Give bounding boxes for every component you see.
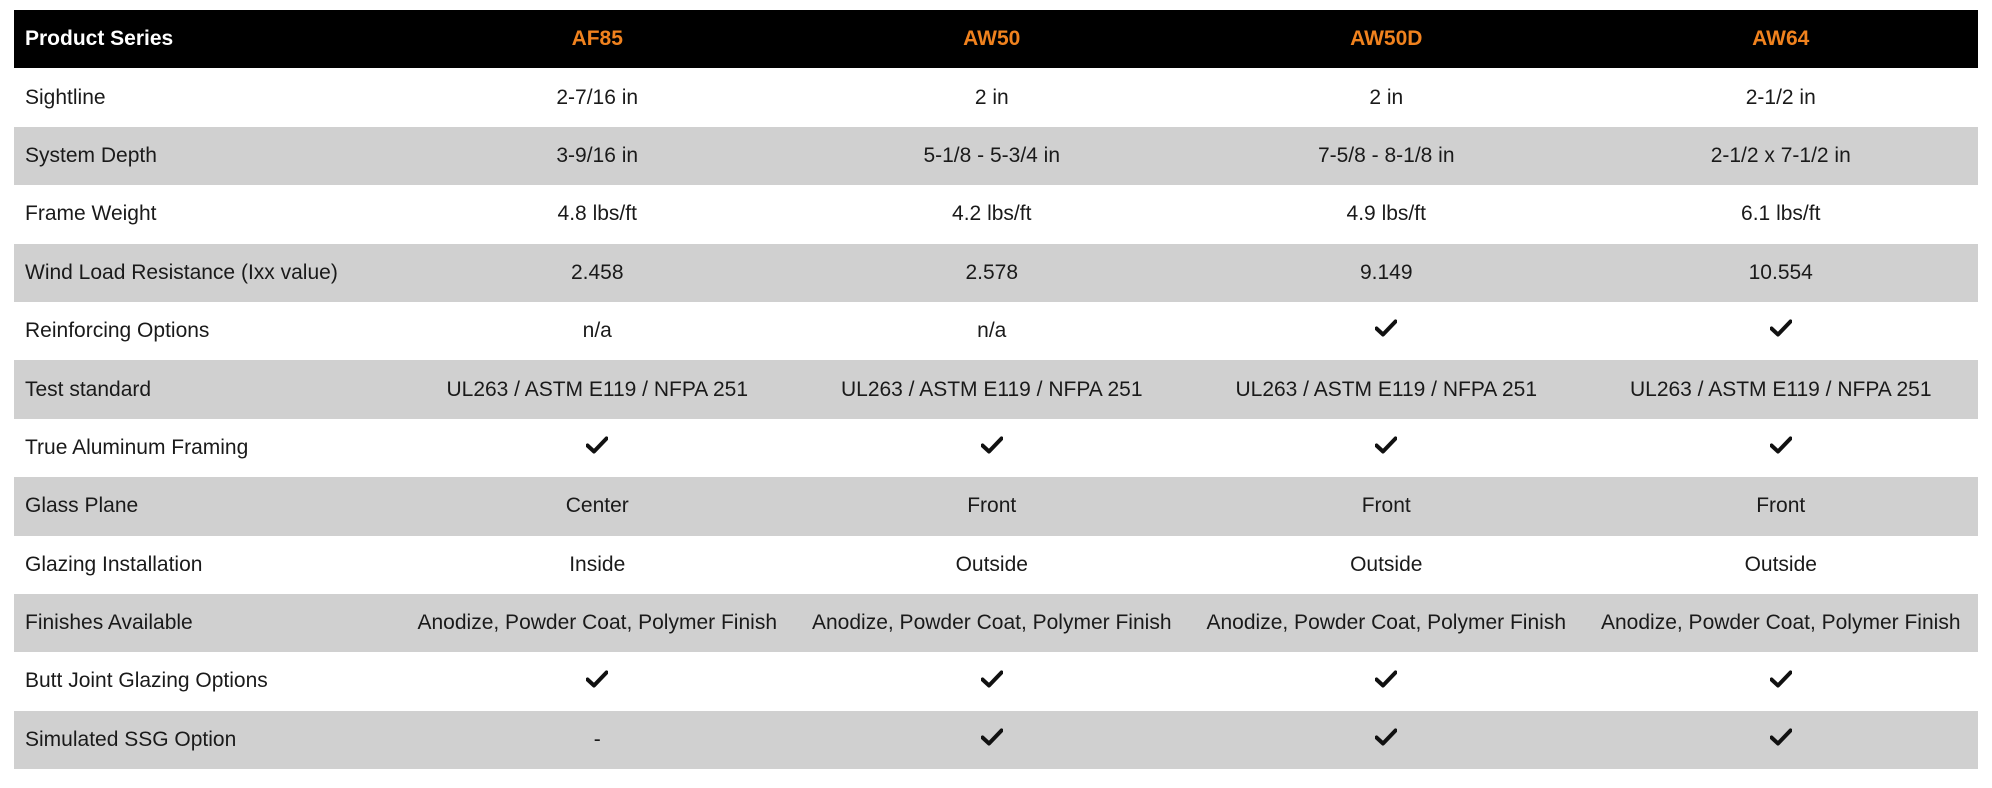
cell-check — [1189, 728, 1584, 752]
cell-check — [1189, 319, 1584, 343]
header-col-aw64: AW64 — [1752, 27, 1810, 51]
cell-value: 2-1/2 in — [1745, 85, 1816, 109]
checkmark-icon — [1375, 728, 1397, 752]
table-row — [14, 652, 1978, 710]
table-row — [14, 477, 1978, 535]
cell-value: UL263 / ASTM E119 / NFPA 251 — [1235, 377, 1538, 401]
cell-check — [400, 669, 795, 693]
cell-value: 6.1 lbs/ft — [1741, 202, 1821, 226]
cell-value: 4.8 lbs/ft — [557, 202, 637, 226]
cell-value: n/a — [977, 319, 1007, 343]
cell-value: 2 in — [974, 85, 1009, 109]
cell-value: 10.554 — [1748, 260, 1813, 284]
header-col-aw50: AW50 — [963, 27, 1021, 51]
cell-value: 2-1/2 x 7-1/2 in — [1710, 143, 1851, 167]
checkmark-icon — [586, 670, 608, 694]
cell-value: n/a — [582, 319, 612, 343]
checkmark-icon — [1375, 436, 1397, 460]
row-label: Finishes Available — [25, 611, 193, 635]
header-col-aw50d: AW50D — [1350, 27, 1423, 51]
checkmark-icon — [981, 728, 1003, 752]
cell-value: Front — [967, 494, 1017, 518]
table-row — [14, 68, 1978, 126]
header-label: Product Series — [25, 27, 174, 51]
table-row — [14, 536, 1978, 594]
cell-check — [795, 436, 1190, 460]
cell-check — [1584, 319, 1979, 343]
cell-value: Front — [1361, 494, 1411, 518]
cell-value: Center — [565, 494, 629, 518]
row-label: Test standard — [25, 377, 152, 401]
table-row — [14, 711, 1978, 769]
cell-value: UL263 / ASTM E119 / NFPA 251 — [446, 377, 749, 401]
table-row — [14, 594, 1978, 652]
cell-value: 2-7/16 in — [556, 85, 639, 109]
checkmark-icon — [981, 670, 1003, 694]
cell-value: 2 in — [1369, 85, 1404, 109]
cell-value: UL263 / ASTM E119 / NFPA 251 — [1629, 377, 1932, 401]
row-label: Glazing Installation — [25, 552, 203, 576]
row-label: Glass Plane — [25, 494, 139, 518]
cell-value: UL263 / ASTM E119 / NFPA 251 — [840, 377, 1143, 401]
header-col-af85: AF85 — [571, 27, 623, 51]
table-row — [14, 185, 1978, 243]
checkmark-icon — [1770, 436, 1792, 460]
cell-value: 2.458 — [570, 260, 624, 284]
row-label: Butt Joint Glazing Options — [25, 669, 268, 693]
checkmark-icon — [981, 436, 1003, 460]
cell-check — [1584, 728, 1979, 752]
table-row — [14, 419, 1978, 477]
cell-check — [400, 436, 795, 460]
comparison-table — [14, 10, 1978, 769]
cell-check — [1584, 669, 1979, 693]
cell-value: Anodize, Powder Coat, Polymer Finish — [417, 611, 777, 635]
cell-check — [795, 728, 1190, 752]
checkmark-icon — [1770, 319, 1792, 343]
checkmark-icon — [1375, 670, 1397, 694]
cell-check — [1189, 436, 1584, 460]
row-label: Frame Weight — [25, 202, 157, 226]
cell-check — [795, 669, 1190, 693]
cell-check — [1189, 669, 1584, 693]
cell-value: Outside — [1744, 552, 1817, 576]
cell-check — [1584, 436, 1979, 460]
table-row — [14, 127, 1978, 185]
cell-value: Front — [1756, 494, 1806, 518]
checkmark-icon — [586, 436, 608, 460]
table-row — [14, 244, 1978, 302]
row-label: True Aluminum Framing — [25, 435, 249, 459]
cell-value: 5-1/8 - 5-3/4 in — [923, 143, 1061, 167]
row-label: Reinforcing Options — [25, 319, 210, 343]
table-body — [14, 68, 1978, 769]
row-label: System Depth — [25, 143, 157, 167]
cell-value: 3-9/16 in — [556, 143, 639, 167]
checkmark-icon — [1770, 728, 1792, 752]
cell-value: Anodize, Powder Coat, Polymer Finish — [1601, 611, 1961, 635]
table-header-row — [14, 10, 1978, 68]
table-row — [14, 360, 1978, 418]
checkmark-icon — [1375, 319, 1397, 343]
cell-value: 9.149 — [1359, 260, 1413, 284]
table-row — [14, 302, 1978, 360]
cell-value: - — [593, 727, 601, 751]
cell-value: 7-5/8 - 8-1/8 in — [1317, 143, 1455, 167]
cell-value: 4.2 lbs/ft — [952, 202, 1032, 226]
checkmark-icon — [1770, 670, 1792, 694]
cell-value: Anodize, Powder Coat, Polymer Finish — [1206, 611, 1566, 635]
row-label: Wind Load Resistance (Ixx value) — [25, 260, 338, 284]
cell-value: Inside — [569, 552, 626, 576]
row-label: Simulated SSG Option — [25, 727, 237, 751]
cell-value: 4.9 lbs/ft — [1346, 202, 1426, 226]
cell-value: Outside — [1350, 552, 1423, 576]
row-label: Sightline — [25, 85, 106, 109]
cell-value: 2.578 — [965, 260, 1019, 284]
cell-value: Anodize, Powder Coat, Polymer Finish — [812, 611, 1172, 635]
cell-value: Outside — [955, 552, 1028, 576]
